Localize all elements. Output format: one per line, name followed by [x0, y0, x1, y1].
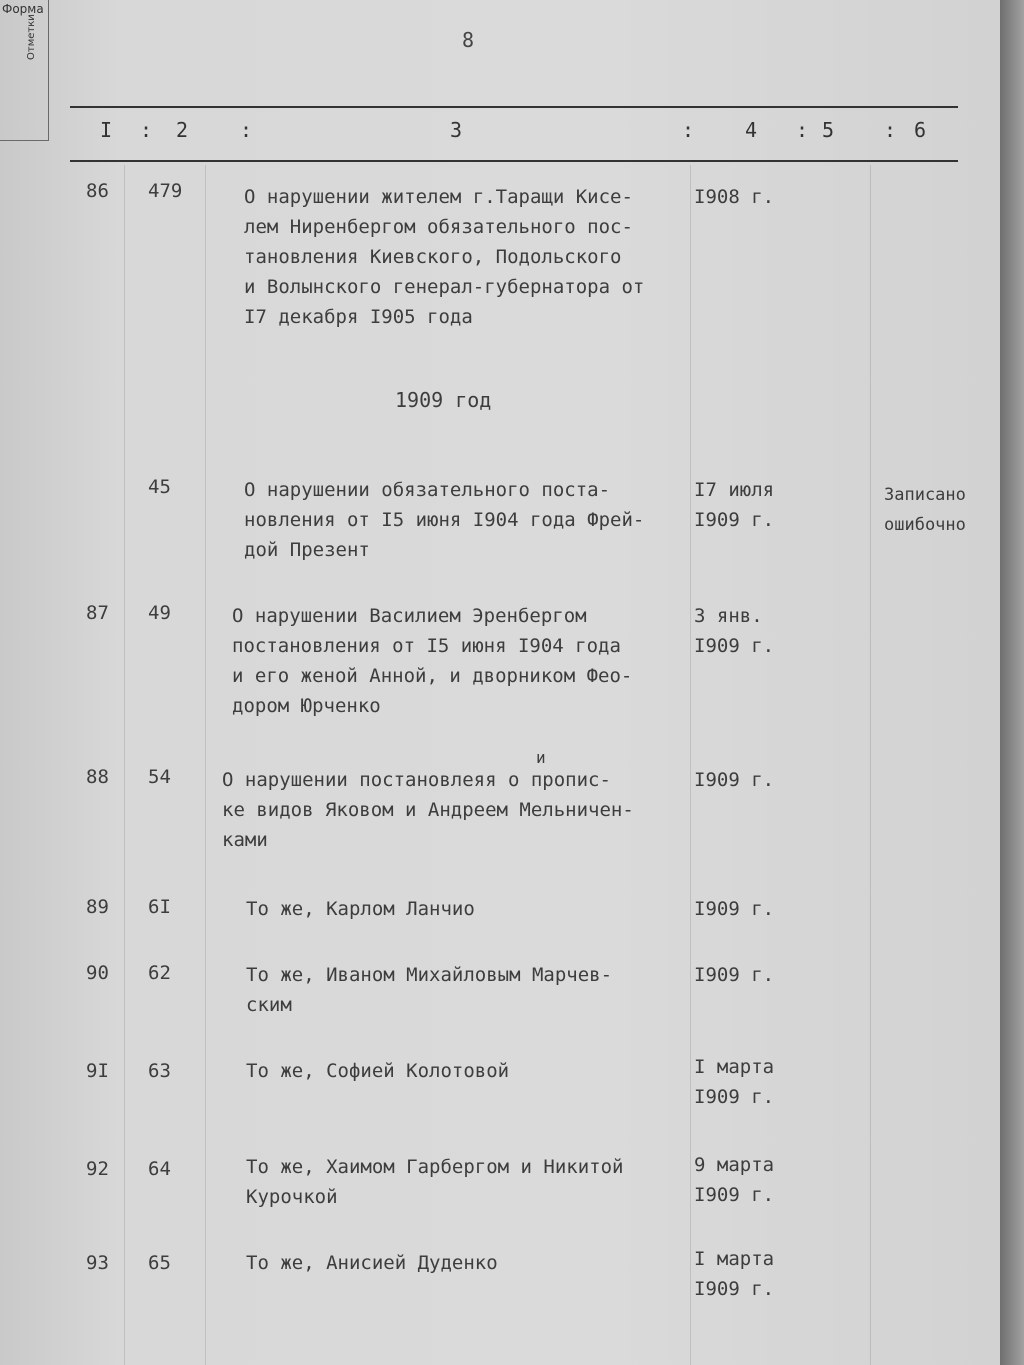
column-header-4: 4 — [745, 118, 758, 142]
entry-note: Записано ошибочно — [884, 485, 966, 535]
entry-date: I марта I909 г. — [694, 1056, 775, 1108]
column-separator: : — [140, 118, 153, 142]
file-number: 6I — [148, 896, 171, 918]
form-margin-box — [0, 0, 49, 141]
file-number: 64 — [148, 1158, 171, 1180]
entry-date: 9 марта I909 г. — [694, 1154, 775, 1206]
column-separator: : — [682, 118, 695, 142]
file-number: 45 — [148, 476, 171, 498]
column-separator: : — [796, 118, 809, 142]
entry-date: I909 г. — [694, 898, 775, 920]
entry-description: То же, Карлом Ланчио — [246, 898, 475, 920]
file-number: 63 — [148, 1060, 171, 1082]
entry-date: 3 янв. I909 г. — [694, 605, 775, 657]
header-rule-top — [70, 106, 958, 108]
column-divider — [870, 165, 871, 1365]
column-separator: : — [240, 118, 253, 142]
entry-description: То же, Анисией Дуденко — [246, 1252, 498, 1274]
file-number: 62 — [148, 962, 171, 984]
handwritten-correction: и — [536, 748, 546, 767]
column-divider — [124, 165, 125, 1365]
entry-description: То же, Иваном Михайловым Марчев- ским — [246, 964, 613, 1016]
entry-date: I908 г. — [694, 186, 775, 208]
column-divider — [205, 165, 206, 1365]
column-header-2: 2 — [176, 118, 189, 142]
column-header-6: 6 — [914, 118, 927, 142]
entry-number: 92 — [86, 1158, 109, 1180]
entry-number: 88 — [86, 766, 109, 788]
year-heading: 1909 год — [395, 388, 492, 412]
entry-number: 87 — [86, 602, 109, 624]
entry-number: 89 — [86, 896, 109, 918]
file-number: 65 — [148, 1252, 171, 1274]
page-edge — [1000, 0, 1024, 1365]
entry-date: I7 июля I909 г. — [694, 479, 775, 531]
entry-description: О нарушении обязательного поста- новления от I5 июня I904 года Фрей- дой Презент — [244, 479, 645, 561]
entry-date: I909 г. — [694, 964, 775, 986]
entry-date: I марта I909 г. — [694, 1248, 775, 1300]
file-number: 479 — [148, 180, 183, 202]
form-label: Форма — [2, 2, 44, 16]
file-number: 54 — [148, 766, 171, 788]
column-header-5: 5 — [822, 118, 835, 142]
header-rule-bottom — [70, 160, 958, 162]
column-header-3: 3 — [450, 118, 463, 142]
column-separator: : — [884, 118, 897, 142]
entry-description: О нарушении Василием Эренбергом постановления от I5 июня I904 года и его женой Анной, и дворником Фео- дором Юрченко — [232, 605, 633, 717]
entry-number: 90 — [86, 962, 109, 984]
column-header-1: I — [100, 118, 113, 142]
entry-description: То же, Софией Колотовой — [246, 1060, 510, 1082]
entry-description: То же, Хаимом Гарбергом и Никитой Курочкой — [246, 1156, 624, 1208]
entry-description: О нарушении постановлеяя о пропис- ке видов Яковом и Андреем Мельничен- ками — [222, 769, 634, 851]
marks-label: Отметки — [26, 14, 37, 60]
file-number: 49 — [148, 602, 171, 624]
page-number: 8 — [462, 28, 475, 52]
entry-date: I909 г. — [694, 769, 775, 791]
entry-number: 93 — [86, 1252, 109, 1274]
entry-number: 86 — [86, 180, 109, 202]
entry-description: О нарушении жителем г.Таращи Кисе- лем Ниренбергом обязательного пос- тановления Киевского, Подольского и Волынского генерал-губернатора от I7 декабря I905 года — [244, 186, 645, 328]
entry-number: 9I — [86, 1060, 109, 1082]
